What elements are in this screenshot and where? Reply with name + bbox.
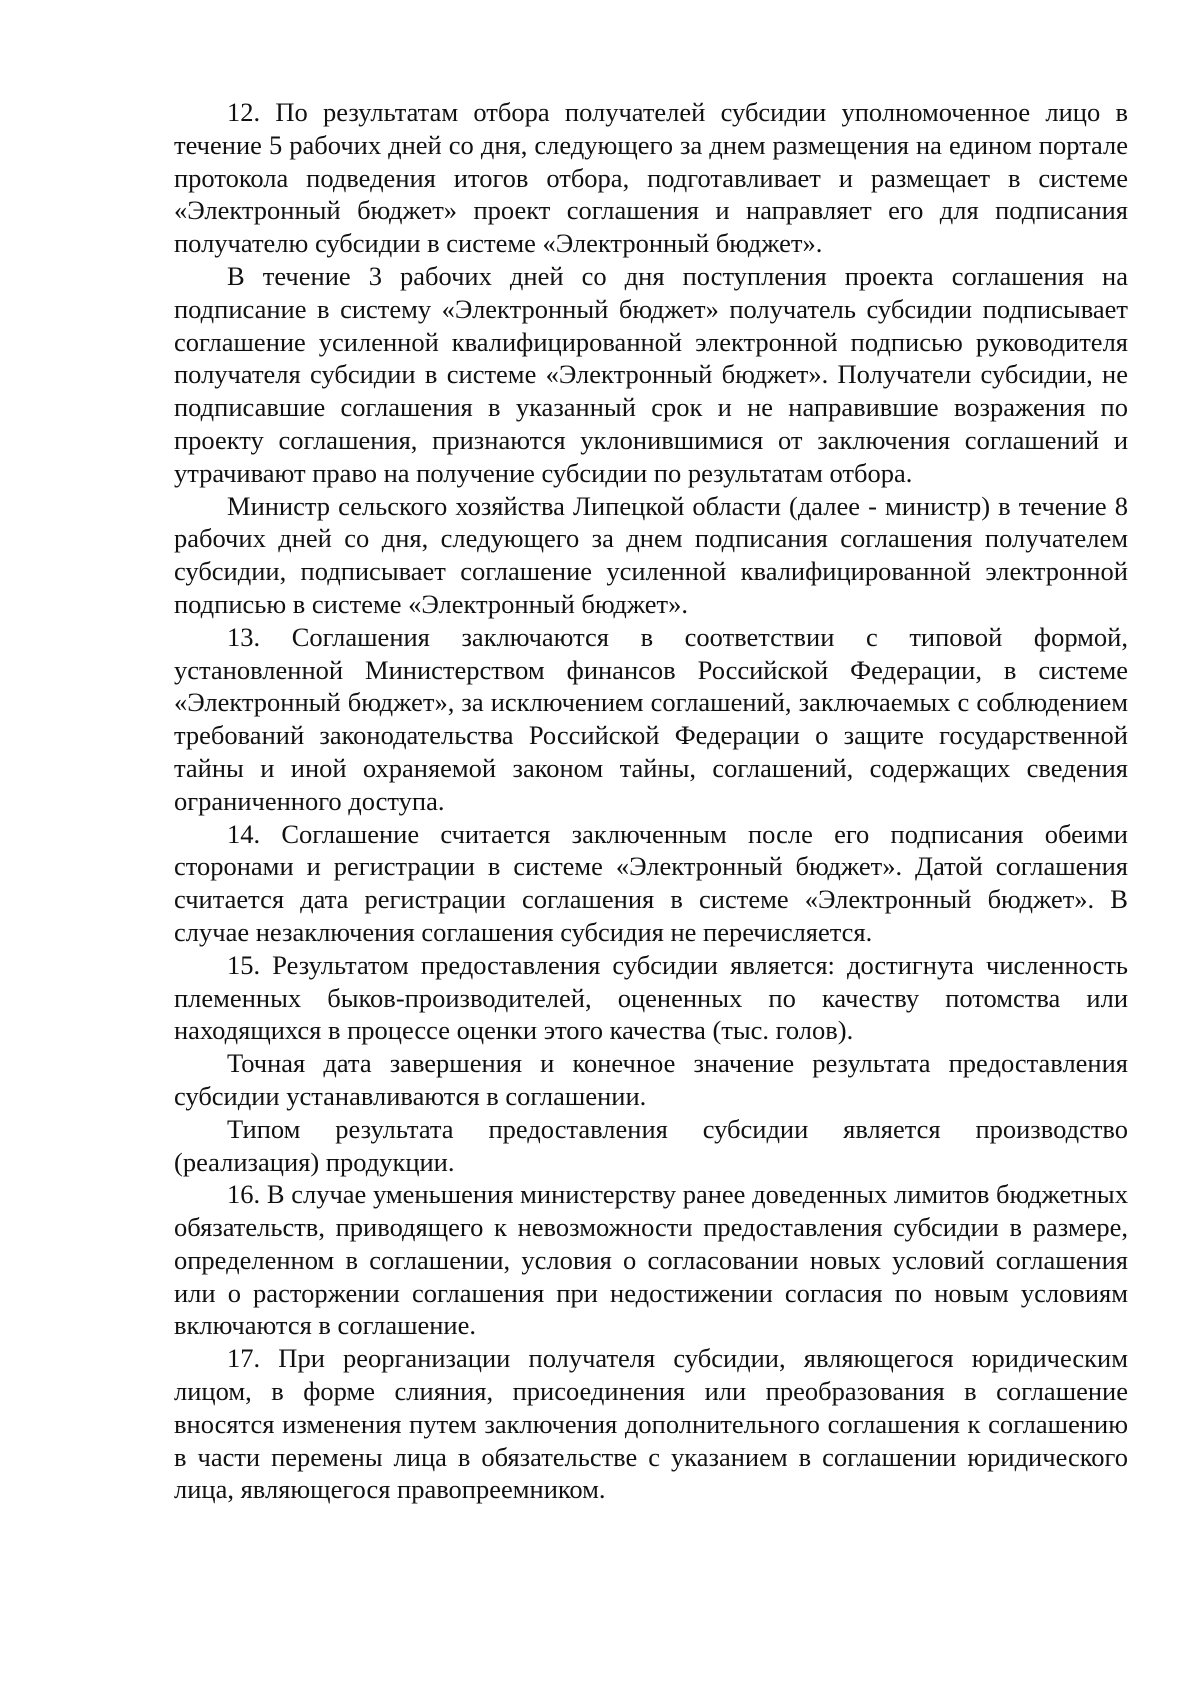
paragraph-15-date: Точная дата завершения и конечное значение результата предоставления субсидии устанавливаются в соглашении. [174,1048,1128,1111]
paragraph-13: 13. Соглашения заключаются в соответствии с типовой формой, установленной Министерством финансов Российской Федерации, в системе «Электронный бюджет», за исключением соглашений, заключаемых с соблюдением требований законодательства Российской Федерации о защите государственной тайны и иной охраняемой законом тайны, соглашений, содержащих сведения ограниченного доступа. [174,621,1128,816]
paragraph-12-signing-recipient: В течение 3 рабочих дней со дня поступления проекта соглашения на подписание в систему «Электронный бюджет» получатель субсидии подписывает соглашение усиленной квалифицированной электронной подписью руководителя получателя субсидии в системе «Электронный бюджет». Получатели субсидии, не подписавшие соглашения в указанный срок и не направившие возражения по проекту соглашения, признаются уклонившимися от заключения соглашений и утрачивают право на получение субсидии по результатам отбора. [174,260,1128,488]
paragraph-15-type: Типом результата предоставления субсидии является производство (реализация) продукции. [174,1113,1128,1177]
paragraph-14: 14. Соглашение считается заключенным после его подписания обеими сторонами и регистрации в системе «Электронный бюджет». Датой соглашения считается дата регистрации соглашения в системе «Электронный бюджет». В случае незаключения соглашения субсидия не перечисляется. [174,818,1128,947]
paragraph-12: 12. По результатам отбора получателей субсидии уполномоченное лицо в течение 5 рабочих дней со дня, следующего за днем размещения на едином портале протокола подведения итогов отбора, подготавливает и размещает в системе «Электронный бюджет» проект соглашения и направляет его для подписания получателю субсидии в системе «Электронный бюджет». [174,97,1128,259]
paragraph-17: 17. При реорганизации получателя субсидии, являющегося юридическим лицом, в форме слияния, присоединения или преобразования в соглашение вносятся изменения путем заключения дополнительного соглашения к соглашению в части перемены лица в обязательстве с указанием в соглашении юридического лица, являющегося правопреемником. [174,1343,1128,1505]
document-page [174,96,1128,1506]
paragraph-12-signing-minister: Министр сельского хозяйства Липецкой области (далее - министр) в течение 8 рабочих дней со дня, следующего за днем подписания соглашения получателем субсидии, подписывает соглашение усиленной квалифицированной электронной подписью в системе «Электронный бюджет». [174,490,1128,619]
paragraph-16: 16. В случае уменьшения министерству ранее доведенных лимитов бюджетных обязательств, приводящего к невозможности предоставления субсидии в размере, определенном в соглашении, условия о согласовании новых условий соглашения или о расторжении соглашения при недостижении согласия по новым условиям включаются в соглашение. [174,1179,1128,1341]
paragraph-15: 15. Результатом предоставления субсидии является: достигнута численность племенных быков-производителей, оцененных по качеству потомства или находящихся в процессе оценки этого качества (тыс. голов). [174,949,1128,1046]
